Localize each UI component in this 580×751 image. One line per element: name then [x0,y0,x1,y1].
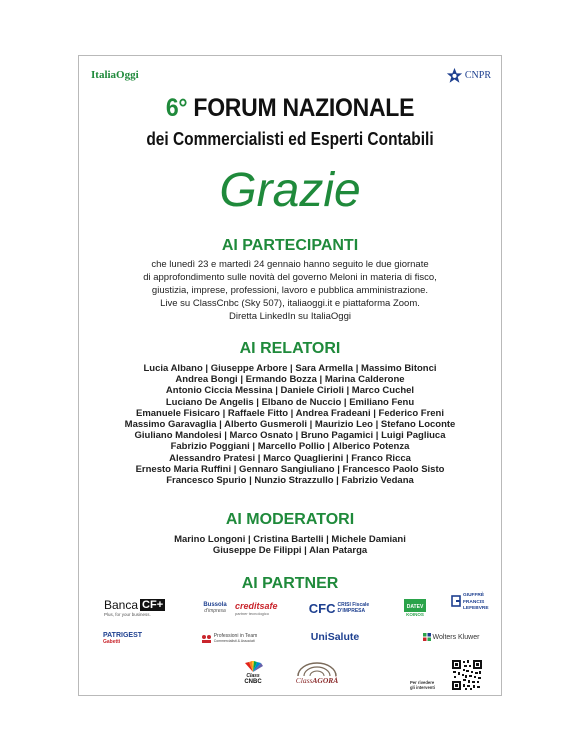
speakers-line: Giuliano Mandolesi | Marco Osnato | Bruno Pagamici | Luigi Pagliuca [134,430,446,442]
forum-edition: 6° [165,94,188,122]
forum-title-main: FORUM NAZIONALE [193,94,415,122]
banca-cf-name: Banca [104,597,139,612]
banca-cf-tagline: Plus, for your business. [104,611,151,617]
creditsafe-logo [235,599,283,617]
participants-line: giustizia, imprese, professioni, lavoro e pubblica amministrazione. [151,285,429,296]
speakers-line: Massimo Garavaglia | Alberto Gusmeroli | Maurizio Leo | Stefano Loconte [124,419,456,431]
class-bottom: CNBC [244,679,262,685]
datev-koinos-logo [401,595,429,621]
speakers-line: Luciano De Angelis | Elbano de Nuccio | Emiliano Fenu [165,396,415,408]
cfc-logo [301,597,377,619]
giuffre-line-1: GIUFFRÈ [463,593,485,598]
grazie-heading: Grazie [219,164,361,217]
professioni-sub: Commercialisti & Associati [213,639,255,643]
patrigest-name: PATRIGEST [103,631,143,639]
unisalute-name: UniSalute [310,631,360,643]
moderators-line: Giuseppe De Filippi | Alan Patarga [212,545,368,557]
classagora-dome-icon [296,662,338,676]
giuffre-line-2: FRANCIS [463,599,485,605]
banca-cf-logo [104,596,172,618]
partners-heading: AI PARTNER [241,575,339,592]
qr-caption [410,678,444,692]
qr-caption-1: Per rivedere [410,680,435,685]
poster-header [91,64,491,86]
poster [78,55,502,696]
giuffre-line-3: LEFEBVRE [463,606,489,611]
forum-subtitle: dei Commercialisti ed Esperti Contabili [146,129,434,149]
banca-cf-badge: CF+ [142,598,164,611]
classagora-2: AGORÀ [312,675,339,685]
cfc-sub-1: CRISI Fiscale [337,602,370,608]
participants-line: Diretta LinkedIn su ItaliaOggi [229,311,351,322]
speakers-line: Andrea Bongi | Ermando Bozza | Marina Calderone [175,374,405,386]
speakers-line: Francesco Spurio | Nunzio Strazzullo | Fabrizio Vedana [166,475,414,487]
speakers-heading: AI RELATORI [239,340,341,357]
datev-main: DATEV [404,599,427,612]
speakers-line: Alessandro Pratesi | Marco Quaglierini | Franco Ricca [169,452,411,464]
moderators-line: Marino Longoni | Cristina Bartelli | Michele Damiani [174,534,406,545]
wolters-kluwer-logo [413,629,489,645]
giuffre-g-icon [451,595,461,607]
moderators-list [79,534,501,556]
professioni-name: Professioni in Team [213,632,258,639]
creditsafe-sub: partner tecnologico [235,610,270,616]
speakers-list [79,363,501,486]
participants-text [79,258,501,323]
speakers-line: Emanuele Fisicaro | Raffaele Fitto | Andrea Fradeani | Federico Freni [135,407,444,419]
participants-line: di approfondimento sulle novità del governo Meloni in materia di fisco, [143,272,437,283]
speakers-line: Lucia Albano | Giuseppe Arbore | Sara Armella | Massimo Bitonci [143,363,437,374]
qr-caption-2: gli interventi [410,685,435,690]
unisalute-logo [307,629,363,645]
classagora-1: Class [295,675,313,685]
patrigest-logo [103,628,157,648]
wolters-kluwer-mark-icon [423,633,431,641]
bussola-name: Bussola [203,602,227,608]
speakers-line: Antonio Ciccia Messina | Daniele Cirioli | Marco Cuchel [165,385,415,397]
class-top: Class [246,673,260,679]
cnpr-logo [446,67,491,84]
class-cnbc-logo [235,658,271,688]
forum-title [96,94,484,123]
peacock-icon [243,661,263,672]
patrigest-sub: Gabetti [103,638,121,645]
qr-code-icon [451,659,483,691]
cfc-sub-2: D'IMPRESA [337,608,366,614]
participants-line: Live su ClassCnbc (Sky 507), italiaoggi.it e piattaforma Zoom. [160,298,420,309]
participants-heading: AI PARTECIPANTI [221,237,359,254]
professioni-in-team-logo [196,630,262,648]
datev-sub: KOINOS [406,612,424,617]
qr-code[interactable] [451,659,483,691]
wolters-kluwer-name: Wolters Kluwer [432,633,480,641]
moderators-heading: AI MODERATORI [225,511,355,528]
speakers-line: Fabrizio Poggiani | Marcello Pollio | Alberico Potenza [170,441,410,453]
professioni-people-icon [201,634,212,644]
cnpr-logo-text: CNPR [464,70,491,81]
speakers-line: Ernesto Maria Ruffini | Gennaro Sangiuliano | Francesco Paolo Sisto [135,463,445,475]
bussola-impresa-logo [197,599,233,617]
cfc-main: CFC [308,600,336,616]
giuffre-francis-lefebvre-logo [451,593,497,623]
creditsafe-name: creditsafe [235,600,278,611]
bussola-sub: d'impresa [204,608,226,614]
classagora-logo [285,658,349,688]
cnpr-star-icon [446,67,463,84]
italiaoggi-logo: ItaliaOggi [91,69,139,81]
participants-line: che lunedì 23 e martedì 24 gennaio hanno seguito le due giornate [151,259,429,270]
